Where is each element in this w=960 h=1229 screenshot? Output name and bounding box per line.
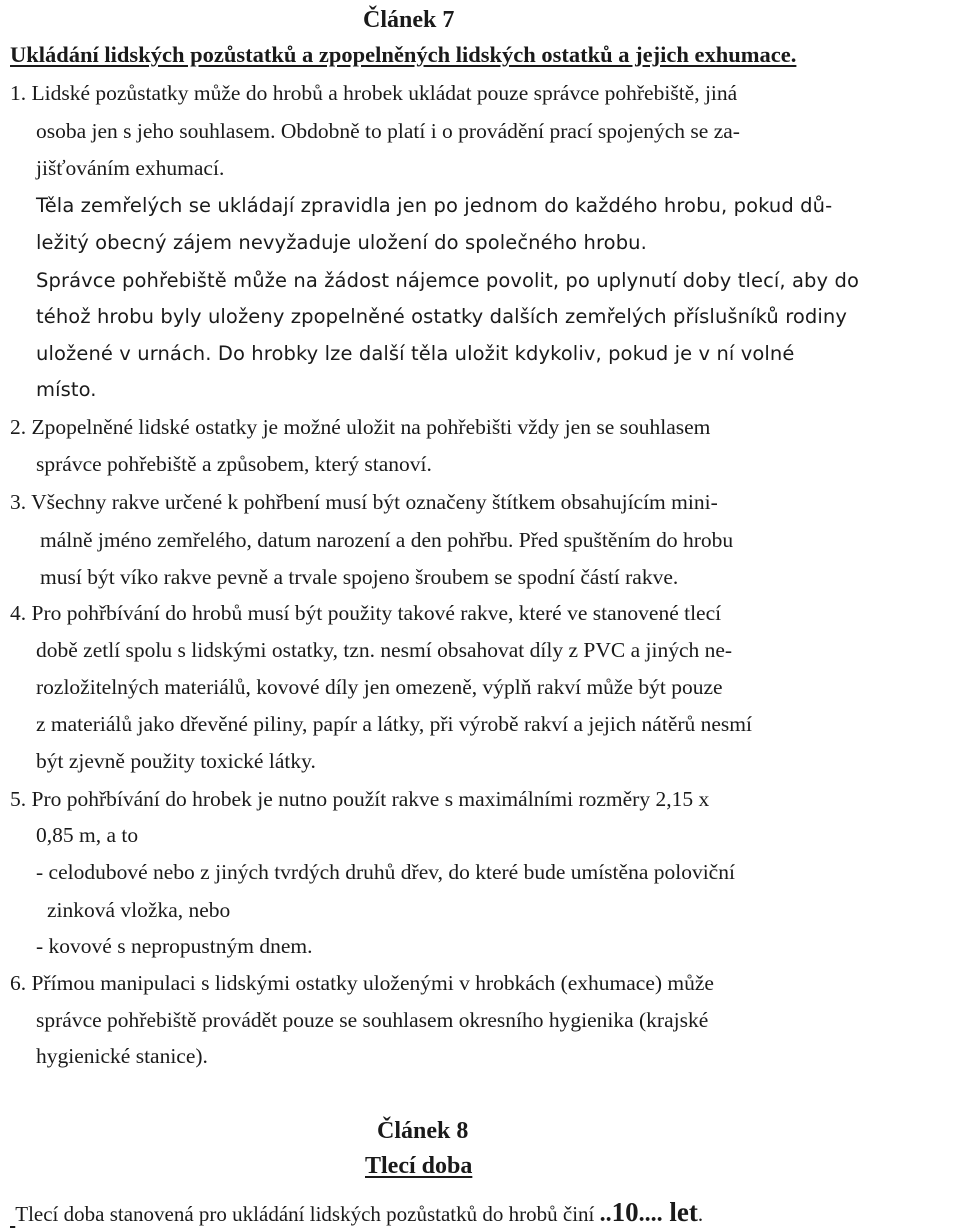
article-7-subheading: Ukládání lidských pozůstatků a zpopelněných lidských ostatků a jejich exhumace. bbox=[10, 42, 797, 67]
body-line: málně jméno zemřelého, datum narození a den pohřbu. Před spuštěním do hrobu bbox=[40, 528, 734, 552]
body-line: 5. Pro pohřbívání do hrobek je nutno použít rakve s maximálními rozměry 2,15 x bbox=[10, 787, 710, 811]
body-line: 1. Lidské pozůstatky může do hrobů a hrobek ukládat pouze správce pohřebiště, jiná bbox=[10, 81, 738, 105]
body-line: - kovové s nepropustným dnem. bbox=[36, 934, 313, 958]
body-line: osoba jen s jeho souhlasem. Obdobně to platí i o provádění prací spojených se za- bbox=[36, 119, 740, 143]
sentence-dots-before: .. bbox=[599, 1201, 612, 1227]
article-8-subheading: Tlecí doba bbox=[365, 1153, 473, 1179]
body-line: uložené v urnách. Do hrobky lze další těla uložit kdykoliv, pokud je v ní volné bbox=[36, 342, 795, 365]
body-line: téhož hrobu byly uloženy zpopelněné ostatky dalších zemřelých příslušníků rodiny bbox=[36, 305, 848, 328]
body-line: správce pohřebiště a způsobem, který stanoví. bbox=[36, 452, 432, 476]
body-line: zinková vložka, nebo bbox=[47, 898, 231, 922]
decomposition-period-sentence bbox=[10, 1199, 703, 1227]
body-line: být zjevně použity toxické látky. bbox=[36, 749, 316, 773]
body-line: - celodubové nebo z jiných tvrdých druhů dřev, do které bude umístěna poloviční bbox=[36, 860, 735, 884]
body-line: jišťováním exhumací. bbox=[36, 156, 225, 180]
sentence-text: Tlecí doba stanovená pro ukládání lidských pozůstatků do hrobů činí bbox=[15, 1202, 600, 1226]
article-8-heading: Článek 8 bbox=[377, 1118, 469, 1144]
body-line: rozložitelných materiálů, kovové díly jen omezeně, výplň rakví může být pouze bbox=[36, 675, 723, 699]
body-line: 2. Zpopelněné lidské ostatky je možné uložit na pohřebišti vždy jen se souhlasem bbox=[10, 415, 711, 439]
body-line: době zetlí spolu s lidskými ostatky, tzn. nesmí obsahovat díly z PVC a jiných ne- bbox=[36, 638, 733, 662]
decomposition-period-unit: let bbox=[662, 1197, 698, 1227]
body-line: 6. Přímou manipulaci s lidskými ostatky uloženými v hrobkách (exhumace) může bbox=[10, 971, 714, 995]
body-line: musí být víko rakve pevně a trvale spojeno šroubem se spodní částí rakve. bbox=[40, 565, 679, 589]
body-line: místo. bbox=[36, 378, 97, 401]
body-line: z materiálů jako dřevěné piliny, papír a látky, při výrobě rakví a jejich nátěrů nesmí bbox=[36, 712, 752, 736]
body-line: hygienické stanice). bbox=[36, 1044, 208, 1068]
decomposition-period-value: 10 bbox=[611, 1197, 639, 1227]
body-line: 0,85 m, a to bbox=[36, 823, 139, 847]
body-line: 4. Pro pohřbívání do hrobů musí být použity takové rakve, které ve stanovené tlecí bbox=[10, 601, 722, 625]
sentence-dots-after: .... bbox=[638, 1201, 663, 1227]
body-line: Správce pohřebiště může na žádost nájemce povolit, po uplynutí doby tlecí, aby do bbox=[36, 269, 859, 292]
body-line: ležitý obecný zájem nevyžaduje uložení do společného hrobu. bbox=[36, 231, 647, 254]
body-line: Těla zemřelých se ukládají zpravidla jen po jednom do každého hrobu, pokud dů- bbox=[36, 194, 833, 217]
body-line: správce pohřebiště provádět pouze se souhlasem okresního hygienika (krajské bbox=[36, 1008, 709, 1032]
article-7-heading: Článek 7 bbox=[363, 7, 455, 33]
sentence-end: . bbox=[697, 1202, 704, 1226]
body-line: 3. Všechny rakve určené k pohřbení musí být označeny štítkem obsahujícím mini- bbox=[10, 490, 718, 514]
